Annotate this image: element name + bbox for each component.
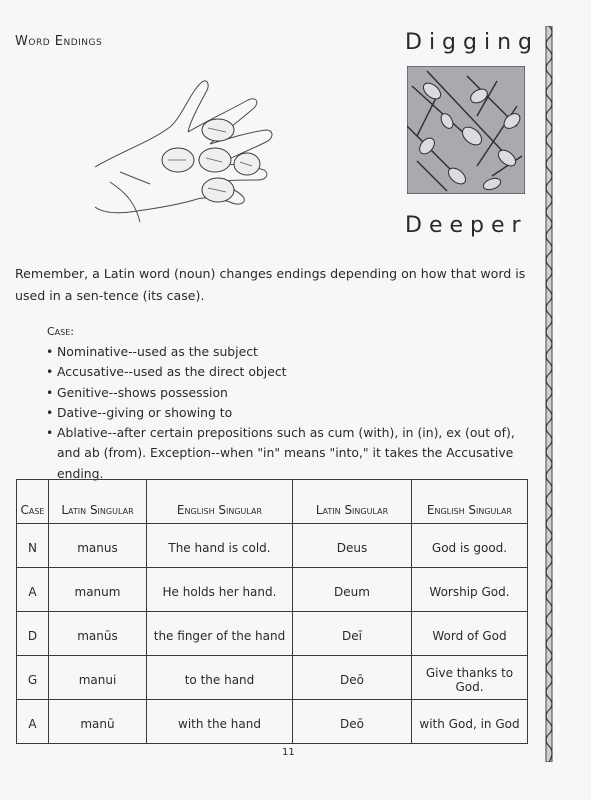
table-row [17,612,528,656]
case-heading: Case: [47,325,74,338]
case-list [46,342,526,484]
cell-english: with the hand [147,700,293,744]
cell-latin: Deō [293,700,412,744]
cell-english: Worship God. [412,568,528,612]
cell-english: Word of God [412,612,528,656]
cell-case: D [17,612,49,656]
declension-table [16,479,528,744]
table-row [17,700,528,744]
cell-latin: manūs [49,612,147,656]
list-item-dative: • Dative--giving or showing to [46,403,526,423]
cell-latin: Deum [293,568,412,612]
cell-latin: Deus [293,524,412,568]
cell-english: God is good. [412,524,528,568]
decorative-border [540,26,558,762]
list-item-nominative: • Nominative--used as the subject [46,342,526,362]
title-digging: Digging [405,30,540,55]
column-header-case: Case [17,480,49,524]
column-header-english-1: English Singular [147,480,293,524]
list-item-genitive: • Genitive--shows possession [46,383,526,403]
shovels-illustration [407,66,525,194]
table-row [17,524,528,568]
cell-english: to the hand [147,656,293,700]
cell-case: A [17,568,49,612]
cell-english: with God, in God [412,700,528,744]
intro-paragraph: Remember, a Latin word (noun) changes endings depending on how that word is used in a sen-tence (its case). [15,266,526,303]
cell-case: A [17,700,49,744]
cell-case: G [17,656,49,700]
cell-english: He holds her hand. [147,568,293,612]
cell-latin: manum [49,568,147,612]
cell-latin: Deī [293,612,412,656]
table-row [17,568,528,612]
hand-with-coins-illustration [90,72,280,252]
column-header-english-2: English Singular [412,480,528,524]
list-item-accusative: • Accusative--used as the direct object [46,362,526,382]
cell-english: the finger of the hand [147,612,293,656]
page-number: 11 [282,747,295,758]
section-label: Word Endings [15,34,103,49]
column-header-latin-2: Latin Singular [293,480,412,524]
cell-english: Give thanks to God. [412,656,528,700]
list-item-ablative: • Ablative--after certain prepositions such as cum (with), in (in), ex (out of), and ab (from). Exception--when "in" means "into," it takes the Accusative ending. [46,423,526,484]
table-row [17,656,528,700]
cell-case: N [17,524,49,568]
cell-latin: manus [49,524,147,568]
column-header-latin-1: Latin Singular [49,480,147,524]
title-deeper: Deeper [405,213,528,238]
table-header-row [17,480,528,524]
cell-latin: Deō [293,656,412,700]
cell-latin: manū [49,700,147,744]
cell-english: The hand is cold. [147,524,293,568]
cell-latin: manui [49,656,147,700]
